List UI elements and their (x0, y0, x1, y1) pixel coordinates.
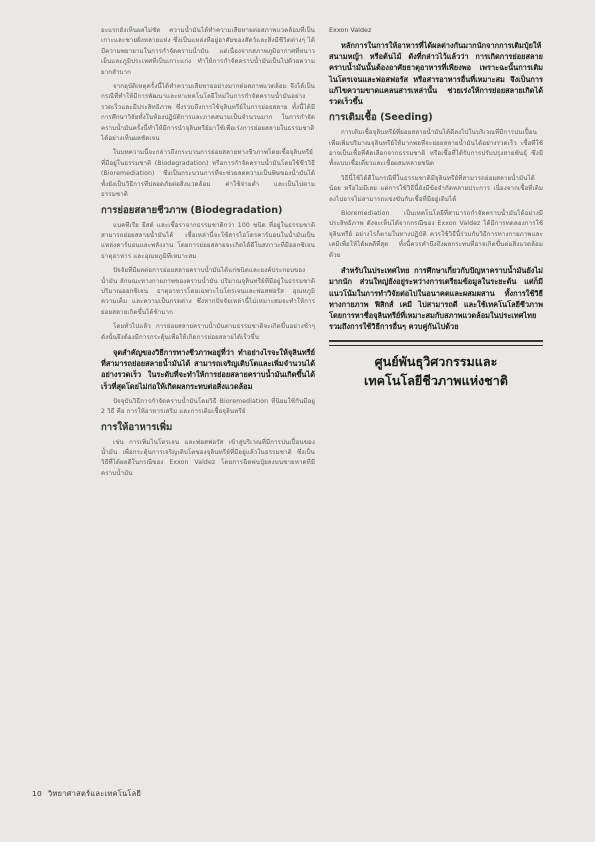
bioremediation-paragraph: ปัจจุบันวิธีการกำจัดคราบน้ำมันโดยวิธี Bioremediation ที่นิยมใช้กันมีอยู่ 2 วิธี คือ การให้อาหารเสริม และการเติมเชื้อจุลินทรีย์ (101, 397, 315, 416)
biodeg-paragraph: ปัจจัยที่มีผลต่อการย่อยสลายคราบน้ำมันได้แก่ชนิดและองค์ประกอบของน้ำมัน ลักษณะทางกายภาพของคราบน้ำมัน ปริมาณจุลินทรีย์ที่มีอยู่ในธรรมชาติ ปริมาณออกซิเจน ธาตุอาหารโดยเฉพาะไนโตรเจนและฟอสฟอรัส อุณหภูมิ ความเค็ม และความเป็นกรดด่าง ซึ่งหากปัจจัยเหล่านี้ไม่เหมาะสมจะทำให้การย่อยสลายเกิดขึ้นได้ช้ามาก (101, 267, 315, 316)
title-rule-thick (329, 340, 543, 342)
feeding-principle-paragraph: หลักการในการให้อาหารที่ได้ผลต่างกันมากนักจากการเติมปุ๋ยให้สนามหญ้า หรือต้นไม้ ดังที่กล่าวไว้แล้วว่า การเกิดการย่อยสลายคราบน้ำมันนั้นต้องอาศัยธาตุอาหารที่เพียงพอ เพราะฉะนั้นการเติมไนโตรเจนและฟอสฟอรัส หรือสารอาหารอื่นที่เหมาะสม จึงเป็นการแก้ไขความขาดแคลนสารเหล่านั้น ช่วยเร่งให้การย่อยสลายเกิดได้รวดเร็วขึ้น (329, 41, 543, 107)
key-point-paragraph: จุดสำคัญของวิธีการทางชีวภาพอยู่ที่ว่า ทำอย่างไรจะให้จุลินทรีย์ ที่สามารถย่อยสลายน้ำมันได้ สามารถเจริญเติบโตและเพิ่มจำนวนได้อย่างรวดเร็ว ในระดับที่จะทำให้การย่อยสลายคราบน้ำมันเกิดขึ้นได้เร็วที่สุดโดยไม่ก่อให้เกิดผลกระทบต่อสิ่งแวดล้อม (101, 347, 315, 391)
seeding-paragraph: การเติมเชื้อจุลินทรีย์ที่ย่อยสลายน้ำมันได้ดีลงไปในบริเวณที่มีการปนเปื้อน เพื่อเพิ่มปริมาณจุลินทรีย์ให้มากพอที่จะย่อยสลายน้ำมันได้อย่างรวดเร็ว เชื้อที่ใช้อาจเป็นเชื้อที่คัดเลือกจากธรรมชาติ หรือเชื้อที่ได้รับการปรับปรุงสายพันธุ์ ซึ่งมีทั้งแบบเชื้อเดี่ยวและเชื้อผสมหลายชนิด (329, 129, 543, 168)
closing-title-line: เทคโนโลยีชีวภาพแห่งชาติ (364, 373, 508, 389)
section-heading-seeding: การเติมเชื้อ (Seeding) (329, 112, 433, 124)
closing-title-line: ศูนย์พันธุวิศวกรรมและ (374, 354, 498, 370)
seeding-paragraph: Bioremediation เป็นเทคโนโลยีที่สามารถกำจัดคราบน้ำมันได้อย่างมีประสิทธิภาพ ดังจะเห็นได้จากกรณีของ Exxon Valdez ได้มีการทดลองการใช้จุลินทรีย์ อย่างไรก็ตามในทางปฏิบัติ ควรใช้วิธีนี้ร่วมกับวิธีการทางกายภาพและเคมีเพื่อให้ได้ผลดีที่สุด ทั้งนี้ควรคำนึงถึงผลกระทบที่อาจเกิดขึ้นต่อสิ่งแวดล้อมด้วย (329, 210, 543, 259)
left-column (101, 26, 315, 483)
page-number: 10 (32, 789, 43, 798)
magazine-name: วิทยาศาสตร์และเทคโนโลยี (48, 789, 142, 798)
biodeg-paragraph: โดยทั่วไปแล้ว การย่อยสลายคราบน้ำมันตามธรรมชาติจะเกิดขึ้นอย่างช้าๆ ดังนั้นจึงต้องมีการกระตุ้นเพื่อให้เกิดการย่อยสลายได้เร็วขึ้น (101, 323, 315, 341)
intro-paragraph: จากอุบัติเหตุครั้งนี้ได้ทำความเสียหายอย่างมากต่อสภาพแวดล้อม จึงได้เป็นกรณีที่ทำให้มีการพัฒนาและหาเทคโนโลยีใหม่ในการกำจัดคราบน้ำมันอย่างรวดเร็วและมีประสิทธิภาพ ซึ่งรวมถึงการใช้จุลินทรีย์ในการย่อยสลาย ทั้งนี้ได้มีการศึกษาวิจัยทั้งในห้องปฏิบัติการและภาคสนามเป็นจำนวนมาก ในการกำจัดคราบน้ำมันครั้งนี้ทำให้มีการนำจุลินทรีย์มาใช้เพื่อเร่งการย่อยสลายในธรรมชาติได้อย่างเห็นผลชัดเจน (101, 83, 315, 143)
continued-label: Exxon Valdez (329, 26, 372, 34)
intro-paragraph: ยะแรกยังเห็นผลไม่ชัด ความน้ำมันได้ทำความเสียหายต่อสภาพแวดล้อมที่เป็นเกาะและชายฝั่งหลายแห่ง ซึ่งเป็นแหล่งที่อยู่อาศัยของสัตว์และสิ่งมีชีวิตต่างๆ ได้มีความพยายามในการกำจัดคราบน้ำมัน แต่เนื่องจากสภาพภูมิอากาศที่หนาวเย็นและภูมิประเทศที่เป็นเกาะแก่ง ทำให้การกำจัดคราบน้ำมันเป็นไปด้วยความยากลำบาก (101, 27, 315, 76)
page-footer (32, 788, 147, 800)
feeding-paragraph: เช่น การเพิ่มไนโตรเจน และฟอสฟอรัส เข้าสู่บริเวณที่มีการปนเปื้อนของน้ำมัน เพื่อกระตุ้นการเจริญเติบโตของจุลินทรีย์ที่มีอยู่แล้วในธรรมชาติ ซึ่งเป็นวิธีที่ได้ผลดีในกรณีของ Exxon Valdez โดยการฉีดพ่นปุ๋ยลงบนชายหาดที่มีคราบน้ำมัน (101, 438, 315, 477)
seeding-paragraph: วิธีนี้ใช้ได้ดีในกรณีที่ในธรรมชาติมีจุลินทรีย์ที่สามารถย่อยสลายน้ำมันได้น้อย หรือไม่มีเลย แต่การใช้วิธีนี้ยังมีข้อจำกัดหลายประการ เนื่องจากเชื้อที่เติมลงไปอาจไม่สามารถแข่งขันกับเชื้อที่มีอยู่เดิมได้ (329, 174, 543, 203)
biodeg-paragraph: แบคทีเรีย ยีสต์ และเชื้อราจากธรรมชาติกว่า 100 ชนิด ที่อยู่ในธรรมชาติสามารถย่อยสลายน้ำมันได้ เชื้อเหล่านี้จะใช้สารไฮโดรคาร์บอนในน้ำมันเป็นแหล่งคาร์บอนและพลังงาน โดยการย่อยสลายจะเกิดได้ดีในสภาวะที่มีออกซิเจน ธาตุอาหาร และอุณหภูมิที่เหมาะสม (101, 221, 315, 260)
intro-paragraph: ในบทความนี้จะกล่าวถึงกระบวนการย่อยสลายทางชีวภาพโดยเชื้อจุลินทรีย์ที่มีอยู่ในธรรมชาติ (Biodegradation) หรือการกำจัดคราบน้ำมันโดยใช้ชีววิธี (Bioremediation) ซึ่งเป็นกระบวนการที่จะช่วยลดความเป็นพิษของน้ำมันได้ ทั้งยังเป็นวิธีการที่ปลอดภัยต่อสิ่งแวดล้อม ค่าใช้จ่ายต่ำ และเป็นไปตามธรรมชาติ (101, 149, 315, 199)
section-heading-biodegradation: การย่อยสลายชีวภาพ (Biodegradation) (101, 204, 283, 216)
right-column (329, 26, 543, 390)
thailand-paragraph: สำหรับในประเทศไทย การศึกษาเกี่ยวกับปัญหาคราบน้ำมันยังไม่มากนัก ส่วนใหญ่ยังอยู่ระหว่างการเตรียมข้อมูลในระยะต้น แต่ก็มีแนวโน้มในการทำวิจัยต่อไปในอนาคตและผสมผสาน ทั้งการใช้วิธีทางกายภาพ ฟิสิกส์ เคมี ไปสามารถดี และใช้เทคโนโลยีชีวภาพ โดยการหาชื่อจุลินทรีย์ที่เหมาะสมกับสภาพแวดล้อมในประเทศไทย รวมถึงการใช้วิธีการอื่นๆ ควบคู่กันไปด้วย (329, 266, 543, 332)
section-heading-feeding: การให้อาหารเพิ่ม (101, 421, 173, 433)
title-rule-thin (329, 345, 543, 346)
